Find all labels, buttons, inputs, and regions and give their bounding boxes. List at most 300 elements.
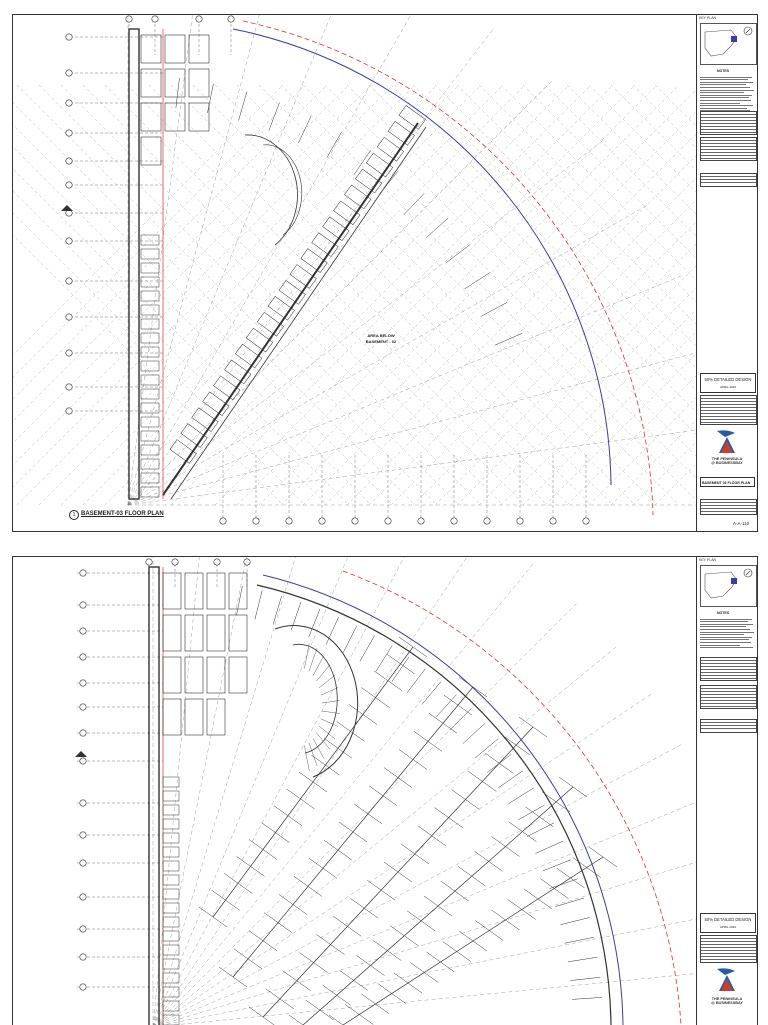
parking-divider	[249, 840, 263, 850]
grid-bubble	[80, 654, 86, 660]
key-plan-label: KEY PLAN	[699, 558, 717, 562]
parking-divider	[384, 768, 398, 778]
parking-divider	[422, 681, 441, 704]
parking-divider	[301, 799, 315, 809]
parking-divider	[398, 872, 412, 882]
grid-bubble	[484, 518, 490, 524]
parking-divider	[323, 985, 337, 995]
parking-divider	[401, 664, 415, 674]
grid-bubble	[80, 832, 86, 838]
parking-divider	[441, 962, 455, 972]
grid-bubble	[80, 570, 86, 576]
parking-divider	[176, 78, 180, 108]
parking-divider	[367, 880, 381, 890]
parking-divider	[327, 132, 342, 158]
hatch-line	[13, 85, 371, 505]
ramp-tread	[321, 719, 338, 727]
sheet-number: A-A-110	[733, 521, 750, 526]
grid-bubble	[319, 518, 325, 524]
parking-divider	[359, 1015, 373, 1025]
parking-divider	[475, 921, 489, 931]
ramp-tread	[313, 738, 324, 758]
storage-room	[141, 305, 159, 315]
parking-divider	[466, 800, 480, 810]
core-room	[185, 699, 203, 735]
parking-divider	[317, 935, 331, 945]
parking-divider	[428, 741, 442, 751]
core-room	[229, 615, 247, 651]
parking-divider	[509, 788, 534, 804]
grid-bubble	[80, 984, 86, 990]
parking-divider	[324, 840, 338, 850]
parking-divider	[326, 617, 338, 644]
parking-divider	[413, 760, 427, 770]
grid-bubble	[385, 518, 391, 524]
parking-divider	[362, 688, 376, 698]
parking-divider	[219, 967, 233, 977]
company-logo-icon	[713, 965, 741, 993]
parking-divider	[485, 753, 499, 763]
floor-plan-drawing	[13, 15, 696, 531]
parking-divider	[392, 657, 409, 682]
parking-divider	[340, 970, 354, 980]
core-room	[163, 615, 181, 651]
parking-divider	[533, 727, 547, 737]
hatch-line	[13, 85, 415, 505]
grid-bubble	[583, 518, 589, 524]
storage-room	[163, 945, 179, 955]
grid-bubble	[517, 518, 523, 524]
parking-divider	[326, 765, 340, 775]
sheet-info-table	[700, 499, 757, 515]
grid-bubble	[66, 408, 72, 414]
parking-divider	[435, 808, 449, 818]
parking-divider	[468, 771, 482, 781]
storage-room	[163, 847, 179, 857]
grid-bubble	[66, 182, 72, 188]
radial-grid-line	[153, 797, 696, 1025]
stamp-status: 50% DETAILED DESIGN	[704, 917, 752, 922]
storage-room	[163, 1001, 179, 1011]
parking-divider	[387, 951, 401, 961]
storage-room	[141, 431, 159, 441]
parking-divider	[539, 817, 553, 827]
parking-divider	[473, 687, 487, 697]
general-notes	[700, 75, 755, 113]
ramp-tread	[321, 687, 338, 695]
grid-bubble	[66, 314, 72, 320]
parking-divider	[571, 878, 585, 888]
grid-bubble	[244, 559, 250, 565]
grid-bubble	[66, 70, 72, 76]
core-room	[207, 615, 225, 651]
storage-room	[141, 459, 159, 469]
parking-divider	[324, 738, 338, 748]
key-plan-icon	[701, 24, 756, 64]
hatch-line	[13, 85, 349, 505]
project-name	[699, 457, 755, 465]
parking-divider	[287, 789, 301, 799]
parking-divider	[337, 721, 351, 731]
drawing-sheet-basement-03	[12, 14, 758, 532]
parking-divider	[293, 905, 307, 915]
ramp-tread	[313, 655, 324, 675]
parking-divider	[489, 861, 503, 871]
parking-divider	[394, 973, 408, 983]
parking-divider	[262, 823, 276, 833]
parking-divider	[559, 777, 573, 787]
parking-divider	[283, 971, 297, 981]
parking-divider	[472, 876, 486, 886]
site-boundary-arc	[343, 571, 681, 1025]
stamp-date: APRIL 2026	[719, 925, 737, 929]
ramp-tread	[319, 675, 335, 687]
storage-room	[163, 805, 179, 815]
parking-divider	[312, 755, 326, 765]
drawing-sheet-basement-02	[12, 556, 758, 1025]
parking-divider	[543, 860, 571, 871]
stamp-status: 50% DETAILED DESIGN	[704, 377, 752, 382]
plan-number-bubble: 1	[69, 510, 79, 520]
design-stage-stamp	[700, 373, 756, 393]
parking-divider	[291, 602, 301, 630]
storage-room	[141, 417, 159, 427]
parking-divider	[351, 731, 365, 741]
parking-divider	[353, 832, 367, 842]
grid-bubble	[80, 800, 86, 806]
parking-divider	[299, 772, 313, 782]
hatch-line	[13, 85, 393, 505]
parking-divider	[556, 802, 570, 812]
parking-divider	[238, 883, 252, 893]
parking-divider	[233, 977, 247, 987]
revision-table-1	[700, 657, 757, 681]
core-room	[185, 615, 203, 651]
parking-divider	[560, 918, 589, 925]
consultant-table	[700, 719, 757, 733]
core-room	[229, 657, 247, 693]
parking-divider	[424, 896, 438, 906]
parking-divider	[426, 218, 448, 238]
parking-divider	[475, 851, 489, 861]
parking-divider	[354, 980, 368, 990]
parking-divider	[516, 745, 530, 755]
radial-grid-line	[153, 646, 617, 1025]
title-block	[696, 557, 758, 1025]
core-room	[163, 699, 181, 735]
parking-divider	[343, 626, 357, 653]
storage-room	[163, 819, 179, 829]
parking-divider	[226, 900, 240, 910]
core-room	[163, 657, 181, 693]
parking-divider	[407, 911, 421, 921]
approval-table	[700, 935, 757, 963]
grid-bubble	[80, 680, 86, 686]
parking-divider	[313, 782, 327, 792]
grid-bubble	[66, 350, 72, 356]
floor-plan-svg	[13, 557, 696, 1025]
parking-divider	[278, 923, 292, 933]
parking-divider	[418, 826, 432, 836]
parking-divider	[540, 879, 554, 889]
parking-divider	[320, 1010, 334, 1020]
storage-room	[163, 833, 179, 843]
parking-divider	[463, 723, 485, 743]
design-stage-stamp	[700, 913, 756, 933]
parking-divider	[347, 926, 361, 936]
parking-divider	[371, 966, 385, 976]
parking-divider	[399, 750, 413, 760]
parking-divider	[387, 654, 401, 664]
grid-bubble	[80, 926, 86, 932]
parking-divider	[234, 949, 248, 959]
grid-bubble	[80, 730, 86, 736]
notes-title: NOTES	[717, 69, 730, 73]
radial-grid-line	[128, 15, 206, 505]
parking-divider	[401, 844, 415, 854]
parking-divider	[323, 868, 337, 878]
project-name-line1: THE PENINSULA	[711, 457, 743, 461]
parking-divider	[573, 787, 587, 797]
parking-divider	[276, 833, 290, 843]
parking-divider	[481, 302, 507, 316]
parking-divider	[308, 886, 322, 896]
parking-divider	[589, 847, 603, 857]
retaining-wall	[171, 127, 426, 499]
title-block	[696, 15, 758, 531]
grid-bubble	[66, 100, 72, 106]
grid-bubble	[80, 954, 86, 960]
parking-divider	[369, 786, 383, 796]
parking-divider	[519, 717, 533, 727]
hatch-line	[13, 85, 349, 505]
parking-divider	[498, 771, 523, 788]
grid-bubble	[172, 559, 178, 565]
storage-room	[163, 917, 179, 927]
storage-room	[141, 347, 159, 357]
parking-divider	[333, 916, 347, 926]
parking-divider	[249, 1007, 263, 1017]
parking-divider	[350, 898, 364, 908]
parking-divider	[554, 889, 568, 899]
parking-divider	[279, 895, 293, 905]
grid-bubble	[66, 278, 72, 284]
parking-divider	[557, 868, 571, 878]
parking-divider	[398, 778, 412, 788]
core-room	[207, 657, 225, 693]
storage-room	[163, 777, 179, 787]
parking-divider	[443, 942, 457, 952]
parking-divider	[373, 941, 387, 951]
parking-divider	[465, 273, 490, 289]
parking-divider	[224, 873, 238, 883]
revision-table-1	[700, 111, 757, 135]
radial-grid-line	[153, 853, 696, 1025]
key-plan	[700, 23, 757, 65]
storage-room	[163, 791, 179, 801]
parking-divider	[407, 669, 425, 693]
parking-divider	[508, 822, 522, 832]
radial-grid-line	[153, 968, 696, 1025]
parking-divider	[354, 150, 371, 175]
parking-divider	[535, 841, 562, 853]
key-plan	[700, 565, 757, 607]
hatch-line	[13, 85, 393, 505]
core-room	[189, 69, 209, 97]
core-room	[229, 573, 247, 609]
parking-divider	[338, 850, 352, 860]
storage-room	[141, 487, 159, 497]
parking-divider	[360, 635, 375, 661]
parking-divider	[508, 900, 522, 910]
parking-divider	[337, 995, 351, 1005]
spiral-ramp	[293, 644, 337, 753]
hatch-line	[13, 85, 415, 505]
parking-divider	[345, 1005, 359, 1015]
storage-room	[163, 987, 179, 997]
retaining-wall	[163, 123, 418, 495]
parking-divider	[376, 646, 392, 671]
ramp-tread	[316, 664, 330, 681]
storage-room	[163, 973, 179, 983]
storage-room	[141, 277, 159, 287]
parking-divider	[213, 917, 227, 927]
parking-divider	[459, 677, 473, 687]
grid-bubble	[220, 518, 226, 524]
parking-divider	[383, 796, 397, 806]
core-room	[141, 103, 161, 131]
parking-divider	[381, 890, 395, 900]
parking-divider	[363, 715, 377, 725]
parking-divider	[362, 994, 376, 1004]
parking-divider	[410, 963, 424, 973]
perimeter-wall	[257, 585, 611, 1025]
parking-divider	[459, 931, 473, 941]
revision-table-2	[700, 685, 757, 709]
grid-bubble	[451, 518, 457, 524]
parking-divider	[436, 695, 456, 717]
parking-divider	[568, 957, 598, 962]
grid-bubble	[80, 894, 86, 900]
ramp-tread	[309, 743, 317, 766]
parking-divider	[404, 936, 418, 946]
floor-plan-svg	[13, 15, 696, 531]
parking-divider	[264, 913, 278, 923]
parking-divider	[288, 816, 302, 826]
storage-room	[163, 889, 179, 899]
parking-divider	[263, 850, 277, 860]
parking-divider	[309, 609, 320, 637]
general-notes	[700, 617, 755, 650]
ramp-tread	[304, 643, 309, 668]
core-room	[189, 103, 209, 131]
company-logo-icon	[713, 427, 741, 455]
parking-divider	[298, 116, 311, 143]
storage-room	[141, 249, 159, 259]
storage-room	[163, 875, 179, 885]
hatch-line	[13, 85, 283, 505]
parking-divider	[378, 984, 392, 994]
parking-divider	[339, 822, 353, 832]
parking-divider	[357, 956, 371, 966]
parking-divider	[475, 739, 498, 758]
grid-bubble	[80, 628, 86, 634]
parking-divider	[364, 908, 378, 918]
storage-room	[141, 375, 159, 385]
parking-divider	[572, 997, 602, 999]
project-name	[699, 997, 755, 1005]
parking-divider	[506, 847, 520, 857]
radial-grid-line	[153, 563, 534, 1025]
parking-divider	[429, 713, 443, 723]
parking-divider	[207, 84, 213, 113]
grid-bubble	[80, 602, 86, 608]
grid-bubble	[146, 559, 152, 565]
parking-divider	[438, 906, 452, 916]
parking-divider	[427, 952, 441, 962]
parking-divider	[441, 881, 455, 891]
grid-bubble	[253, 518, 259, 524]
area-below-label	[356, 333, 406, 344]
sheet-title: BASEMENT 03 FLOOR PLAN	[700, 477, 755, 487]
parking-divider	[482, 781, 496, 791]
core-room	[165, 103, 185, 131]
parking-divider	[524, 889, 538, 899]
parking-divider	[374, 671, 388, 681]
parking-divider	[550, 879, 578, 889]
parking-divider	[506, 920, 520, 930]
parking-divider	[392, 994, 406, 1004]
parking-divider	[390, 926, 404, 936]
parking-divider	[376, 698, 390, 708]
parking-divider	[603, 857, 617, 867]
parking-divider	[421, 921, 435, 931]
key-plan-icon	[701, 566, 756, 606]
core-room	[207, 699, 225, 735]
notes-title: NOTES	[717, 611, 730, 615]
core-room	[185, 573, 203, 609]
radial-grid-line	[153, 557, 383, 1025]
project-name-line1: THE PENINSULA	[711, 997, 743, 1001]
hatch-line	[13, 85, 283, 505]
parking-divider	[538, 899, 552, 909]
ramp-tread	[304, 746, 309, 771]
parking-divider	[266, 989, 280, 999]
parking-divider	[499, 763, 513, 773]
storage-room	[163, 861, 179, 871]
parking-divider	[489, 931, 503, 941]
parking-divider	[263, 941, 277, 951]
parking-divider	[314, 963, 328, 973]
grid-bubble	[352, 518, 358, 524]
core-room	[165, 69, 185, 97]
grid-bubble	[66, 158, 72, 164]
level-marker-icon	[75, 751, 87, 757]
area-label-line2: BASEMENT - 02	[365, 338, 397, 344]
parking-divider	[376, 1004, 390, 1014]
stamp-date: APRIL 2026	[719, 385, 737, 389]
key-plan-label: KEY PLAN	[699, 16, 717, 20]
parking-divider	[236, 586, 242, 615]
parking-divider	[408, 983, 422, 993]
parking-divider	[249, 931, 263, 941]
parking-divider	[273, 596, 282, 625]
parking-divider	[570, 977, 600, 980]
grid-bubble	[80, 860, 86, 866]
parking-divider	[274, 806, 288, 816]
parking-divider	[388, 681, 402, 691]
ramp-tread	[309, 648, 317, 671]
